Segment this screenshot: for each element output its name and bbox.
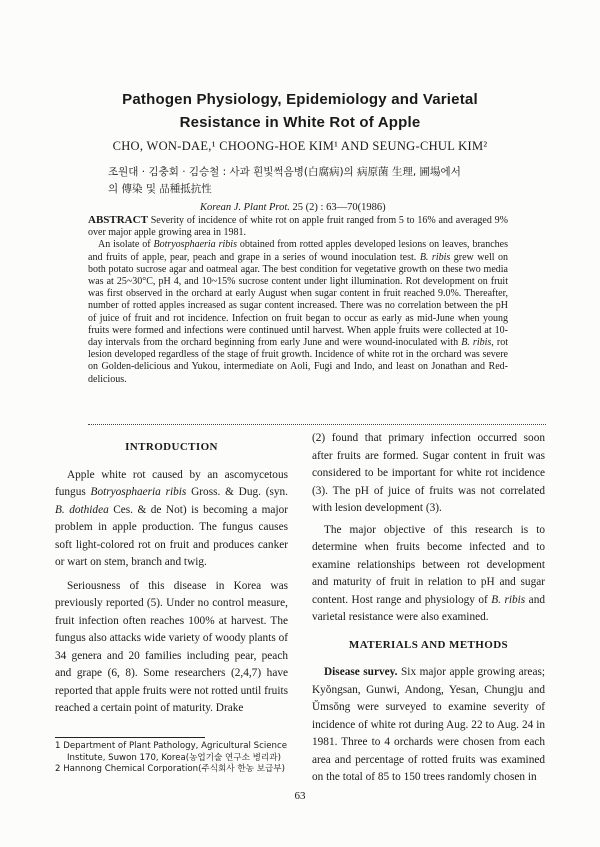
korean-title-line-2: 의 傳染 및 品種抵抗性 — [108, 183, 212, 195]
author-list: CHO, WON-DAE,¹ CHOONG-HOE KIM¹ AND SEUNG-CHUL KIM² — [112, 139, 488, 153]
abstract-paragraph-2 — [88, 239, 508, 385]
footnotes — [55, 741, 295, 776]
paper-title-line-1: Pathogen Physiology, Epidemiology and Varietal — [122, 91, 478, 108]
section-divider — [88, 424, 546, 425]
footnote-rule — [55, 737, 205, 738]
intro-text-1a: Apple white rot caused by an ascomycetous fungus — [55, 468, 288, 498]
journal-volume: 25 (2) : 63—70(1986) — [292, 202, 386, 213]
species-name: Botryosphaeria ribis — [153, 239, 237, 251]
footnote-1: 1 Department of Plant Pathology, Agricultural Science — [55, 741, 287, 751]
korean-title-line-1: 조원대 · 김충회 · 김승철 : 사과 흰빛썩음병(白腐病)의 病原菌 生理, 圃場에서 — [108, 166, 461, 178]
intro-text-4b: and varietal resistance were also examined. — [312, 593, 545, 623]
footnote-2: 2 Hannong Chemical Corporation(주식회사 한농 보급부) — [55, 764, 285, 774]
species-name: B. ribis — [419, 251, 451, 263]
footnote-1-cont: Institute, Suwon 170, Korea(농업기술 연구소 병리과) — [67, 752, 281, 763]
section-heading-materials-methods: MATERIALS AND METHODS — [348, 638, 509, 651]
intro-paragraph-3: (2) found that primary infection occurred soon after fruits are formed. Sugar content in fruit was considered to be important for white rot incidence (3). The pH of juice of fruits was not correlated with lesion development (3). — [312, 432, 545, 514]
journal-citation — [200, 202, 500, 213]
abstract-text-2d: , rot lesion developed regardless of the stage of fruit growth. Incidence of white rot in the orchard was severe on Golden-delicious and Yukou, intermediate on Aoli, Fugi and Indo, and least on Jonathan and Red-delicious. — [88, 337, 509, 385]
abstract-text-2b: obtained from rotted apples developed lesions on leaves, branches and fruits of apple, pear, peach and grape in a series of wound inoculation test. — [88, 239, 509, 263]
section-heading-introduction: INTRODUCTION — [125, 441, 218, 453]
abstract-paragraph-1 — [88, 214, 508, 239]
intro-paragraph-2: Seriousness of this disease in Korea was previously reported (5). Under no control measure, fruit infection often reaches 100% at harvest. The fungus also attacks wide variety of woody plants of 34 genera and 20 families including pear, peach and grape (6, 8). Some researchers (2,4,7) have reported that apple fruits were not rotted until fruits reached a certain point of maturity. Drake — [55, 579, 288, 714]
species-name: Botryosphaeria ribis — [90, 486, 187, 498]
abstract-text-2a: An isolate of — [98, 239, 154, 251]
abstract — [88, 214, 508, 386]
intro-paragraph-1 — [55, 467, 288, 572]
abstract-text-1: Severity of incidence of white rot on apple fruit ranged from 5 to 16% and averaged 9% over major apple growing area in 1981. — [88, 215, 508, 239]
left-column — [55, 435, 288, 718]
species-name: B. ribis — [491, 593, 526, 606]
subheading-disease-survey: Disease survey. — [324, 666, 398, 678]
species-name: B. dothidea — [55, 503, 109, 516]
intro-text-4a: The major objective of this research is to determine when fruits become infected and to examine relationships between rot development and maturity of fruit in relation to pH and sugar content. Host range and physiology of — [312, 523, 545, 606]
intro-text-1b: Gross. & Dug. (syn. — [186, 486, 289, 498]
intro-text-1c: Ces. & de Not) is becoming a major problem in apple production. The fungus causes soft light-colored rot on fruit and produces canker or wart on stem, branch and twig. — [55, 503, 288, 568]
korean-title — [108, 164, 488, 198]
abstract-text-2c: grew well on both potato sucrose agar and oatmeal agar. The best condition for vegetative growth on these two media was at 25~30°C, pH 4, and 10~15% sucrose content under light illumination. Rot development on fruit was first observed in the orchard at early August when sugar content in fruit reached 9.0%. Thereafter, number of rotted apples increased as sugar content increased. There was no correlation between the pH of juice of fruit and rot incidence. Infection on fruit began to occur as early as mid-June when young fruits were formed and infections were continued until harvest. When apple fruits were collected at 10-day intervals from the orchard beginning from early June and were wound-inoculated with — [88, 251, 509, 349]
right-column — [312, 430, 545, 787]
paper-title-line-2: Resistance in White Rot of Apple — [179, 114, 421, 131]
abstract-keyword: ABSTRACT — [88, 214, 148, 226]
page-number: 63 — [294, 790, 306, 802]
journal-name: Korean J. Plant Prot. — [200, 202, 290, 213]
methods-text-1: Six major apple growing areas; Kyŏngsan, Gunwi, Andong, Yesan, Chungju and Ŭmsŏng were surveyed to examine severity of incidence of white rot during Aug. 22 to Aug. 24 in 1981. Three to 4 orchards were chosen from each area and percentage of rotted fruits was examined on the total of 85 to 150 trees randomly chosen in — [312, 666, 545, 783]
intro-paragraph-4 — [312, 522, 545, 627]
species-name: B. ribis — [461, 337, 492, 349]
methods-paragraph-1 — [312, 664, 545, 787]
